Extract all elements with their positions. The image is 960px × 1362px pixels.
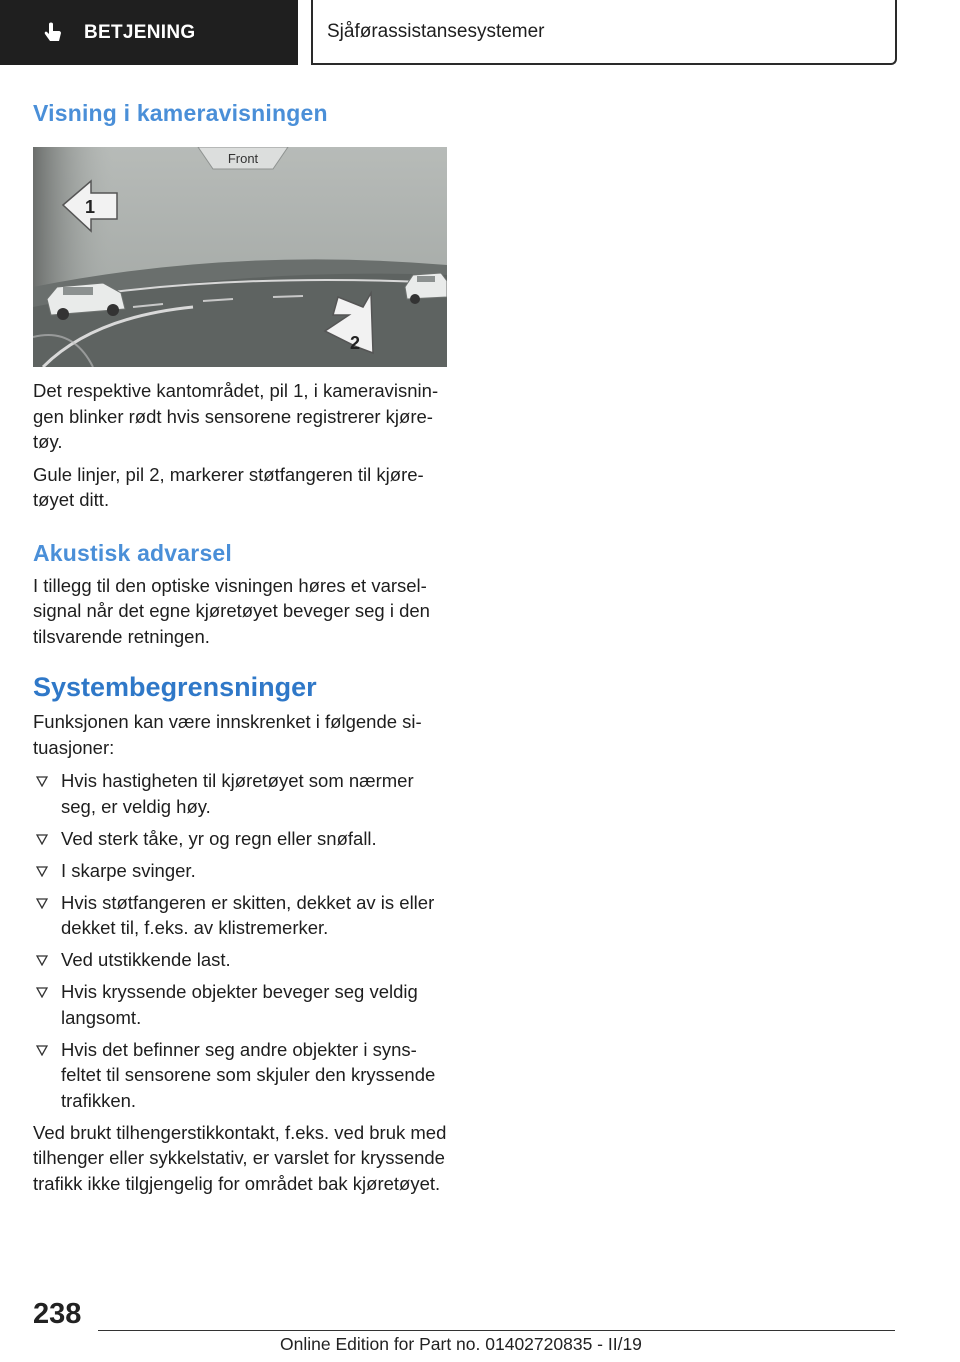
list-item — [33, 947, 451, 973]
camera-view-p1-text: Det respektive kantområdet, pil 1, i kameravisnin-gen blinker rødt hvis sensorene registrerer kjøre-tøy. — [33, 380, 439, 452]
list-item — [33, 768, 451, 819]
list-item — [33, 826, 451, 852]
bullet-triangle-icon — [36, 955, 48, 966]
list-item-text: Hvis støtfangeren er skitten, dekket av is eller dekket til, f.eks. av klistremerker. — [61, 891, 435, 938]
page-number: 238 — [33, 1298, 82, 1330]
limits-outro: Ved brukt tilhengerstikkontakt, f.eks. ved bruk med tilhenger eller sykkelstativ, er varslet for kryssende trafikk ikke tilgjengelig for området bak kjøretøyet. — [33, 1121, 447, 1194]
arrow2-label: 2 — [349, 333, 361, 353]
list-item-text: Ved utstikkende last. — [61, 949, 231, 970]
acoustic-paragraph: I tillegg til den optiske visningen høres et varsel-signal når det egne kjøretøyet beveger seg i den tilsvarende retningen. — [33, 574, 430, 647]
arrow1-label: 1 — [84, 197, 96, 217]
chapter-box — [311, 0, 897, 65]
list-item-text: Hvis det befinner seg andre objekter i syns-feltet til sensorene som skjuler den kryssende trafikken. — [61, 1038, 436, 1111]
heading-camera-view: Visning i kameravisningen — [33, 100, 328, 126]
section-tab — [0, 0, 298, 65]
page-header — [0, 0, 960, 66]
camera-view-paragraph-2 — [33, 462, 451, 513]
list-item — [33, 979, 451, 1030]
camera-view-illustration — [33, 147, 447, 367]
footer-divider — [98, 1330, 895, 1331]
list-item — [33, 1037, 451, 1114]
list-item-text: Hvis kryssende objekter beveger seg veldig langsomt. — [61, 981, 418, 1028]
bullet-triangle-icon — [36, 987, 48, 998]
heading-system-limits: Systembegrensninger — [33, 672, 317, 702]
front-banner-label: Front — [227, 151, 259, 166]
list-item-text: I skarpe svinger. — [61, 859, 196, 881]
list-item — [33, 890, 451, 941]
list-item-text: Ved sterk tåke, yr og regn eller snøfall. — [61, 827, 377, 849]
content-block-main — [33, 378, 451, 1196]
limits-list — [33, 768, 451, 1113]
bullet-triangle-icon — [36, 866, 48, 877]
bullet-triangle-icon — [36, 834, 48, 845]
section-label: BETJENING — [84, 21, 196, 43]
bullet-triangle-icon — [36, 776, 48, 787]
camera-view-p2-text: Gule linjer, pil 2, markerer støtfangeren til kjøre-tøyet ditt. — [33, 463, 424, 510]
edition-info: Online Edition for Part no. 01402720835 - II/19 — [280, 1334, 642, 1354]
limits-intro: Funksjonen kan være innskrenket i følgende si-tuasjoner: — [33, 711, 422, 758]
camera-view-figure — [33, 147, 447, 367]
bullet-triangle-icon — [36, 898, 48, 909]
camera-view-paragraph-1 — [33, 378, 451, 455]
heading-acoustic-warning: Akustisk advarsel — [33, 539, 233, 566]
content-block-view — [33, 100, 451, 127]
list-item-text: Hvis hastigheten til kjøretøyet som nærmer seg, er veldig høy. — [61, 770, 414, 817]
hand-pointer-icon — [42, 22, 64, 44]
chapter-title: Sjåførassistansesystemer — [327, 20, 545, 42]
list-item — [33, 858, 451, 884]
bullet-triangle-icon — [36, 1045, 48, 1056]
